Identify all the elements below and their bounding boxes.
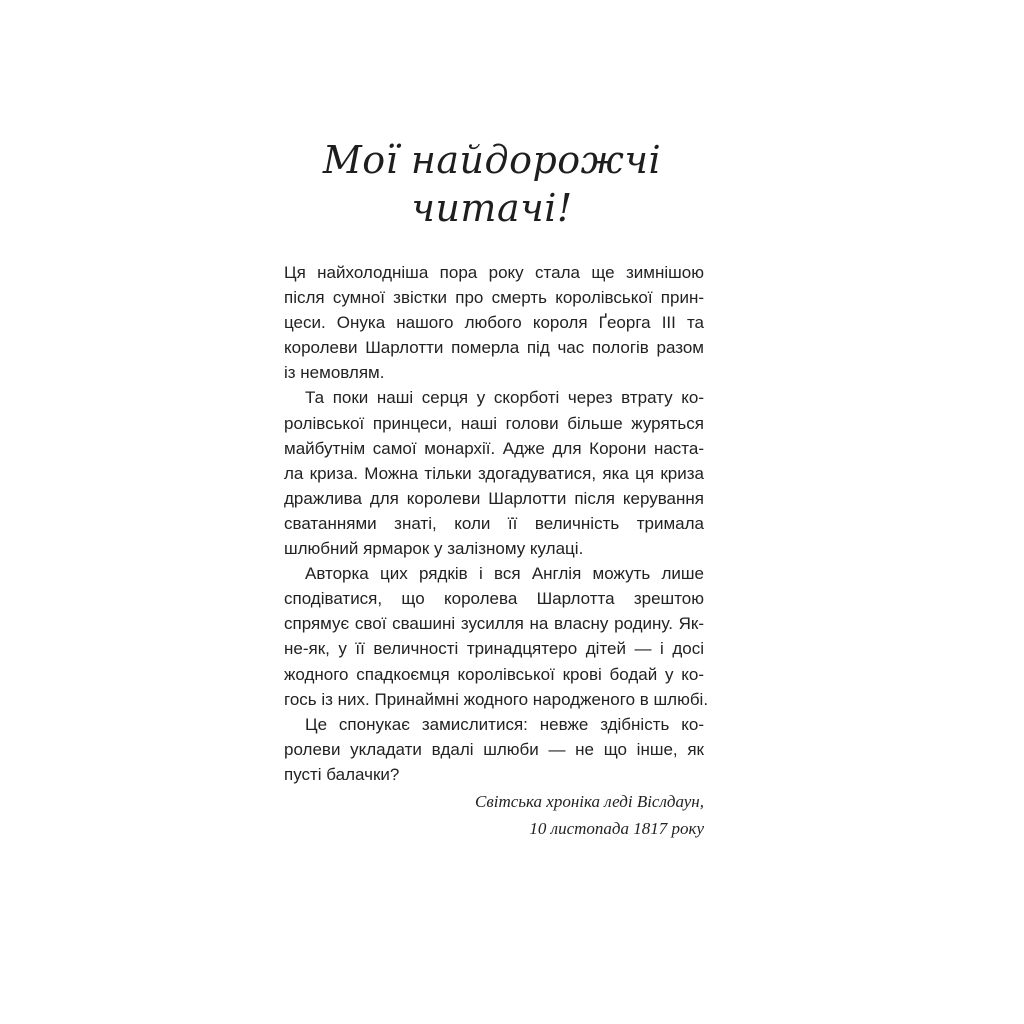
text-line: майбутнім самої монархії. Адже для Корони наста- xyxy=(284,438,704,458)
text-line: Та поки наші серця у скорботі через втрату ко- xyxy=(305,388,704,408)
signature-source: Світська хроніка леді Віслдаун, xyxy=(475,792,704,811)
signature-block xyxy=(420,788,704,842)
page-title: Мої найдорожчі читачі! xyxy=(322,138,662,230)
text-line: цеси. Онука нашого любого короля Ґеорга III та xyxy=(284,313,704,333)
signature-date: 10 листопада 1817 року xyxy=(529,819,704,838)
text-line: пусті балачки? xyxy=(284,764,400,784)
text-line: шлюбний ярмарок у залізному кулаці. xyxy=(284,539,584,559)
text-line: не-як, у її величності тринадцятеро дітей — і досі xyxy=(284,639,704,659)
text-line: спрямує свої свашині зусилля на власну родину. Як- xyxy=(284,614,704,634)
text-line: сватаннями знаті, коли її величність тримала xyxy=(284,513,704,533)
text-line: королеви Шарлотти померла під час пологів разом xyxy=(284,338,704,358)
text-line: ролеви укладати вдалі шлюби — не що інше, як xyxy=(284,739,704,759)
text-line: гось із них. Принаймні жодного народженого в шлюбі. xyxy=(284,689,709,709)
text-line: Це спонукає замислитися: невже здібність ко- xyxy=(305,714,704,734)
text-line: ролівської принцеси, наші голови більше журяться xyxy=(284,413,704,433)
text-line: ла криза. Можна тільки здогадуватися, яка ця криза xyxy=(284,463,704,483)
text-line: Ця найхолодніша пора року стала ще зимнішою xyxy=(284,263,704,282)
text-line: із немовлям. xyxy=(284,363,385,383)
text-line: Авторка цих рядків і вся Англія можуть лише xyxy=(305,564,704,584)
text-line: жодного спадкоємця королівської крові бодай у ко- xyxy=(284,664,704,684)
text-line: після сумної звістки про смерть королівської прин- xyxy=(284,288,704,308)
text-line: дражлива для королеви Шарлотти після керування xyxy=(284,488,704,508)
text-line: сподіватися, що королева Шарлотта зрештою xyxy=(284,589,704,609)
letter-body xyxy=(284,260,709,787)
